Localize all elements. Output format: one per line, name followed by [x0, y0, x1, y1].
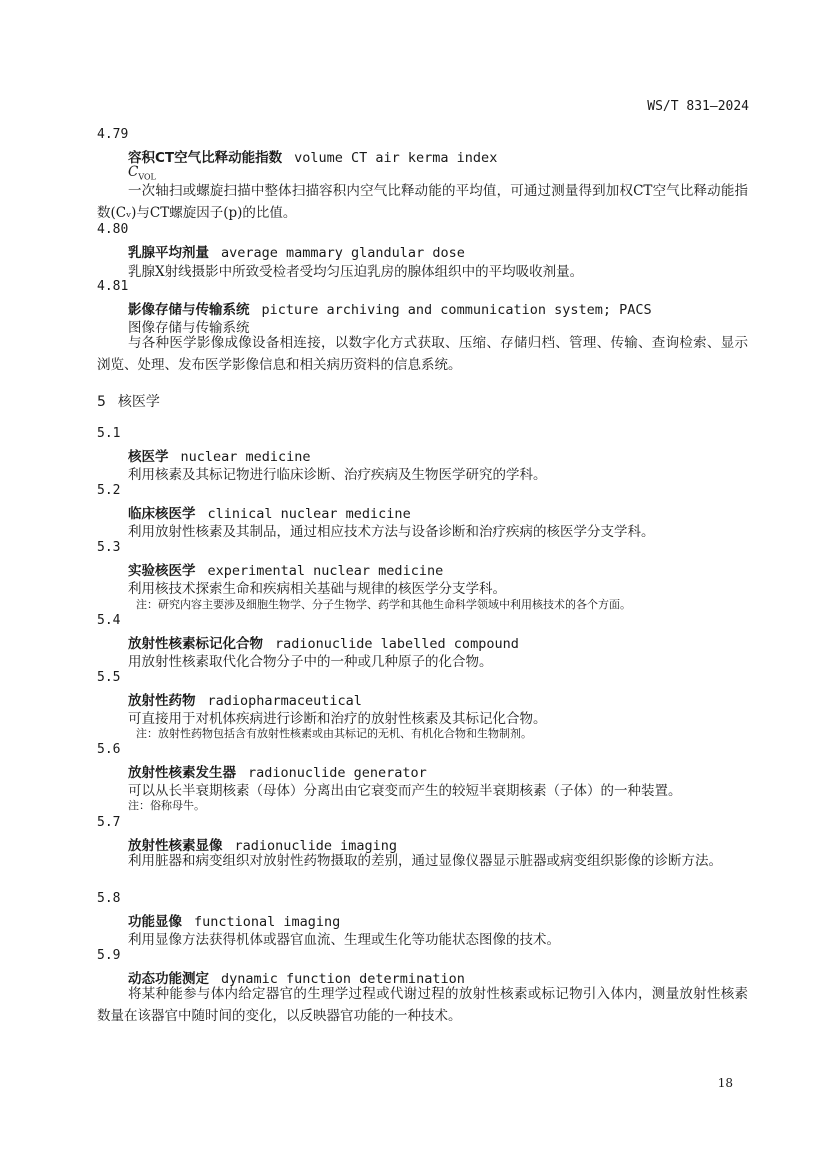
- section-number: 5: [97, 394, 106, 410]
- entry-number: 5.8: [97, 891, 121, 906]
- symbol-subscript: VOL: [138, 172, 156, 182]
- term-zh: 放射性核素显像: [128, 838, 223, 854]
- term-en: average mammary glandular dose: [221, 245, 465, 261]
- entry-definition: 利用核素及其标记物进行临床诊断、治疗疾病及生物医学研究的学科。: [128, 467, 547, 483]
- entry-note: 注：研究内容主要涉及细胞生物学、分子生物学、药学和其他生命科学领域中利用核技术的各个方面。: [136, 598, 631, 611]
- term-zh: 动态功能测定: [128, 971, 209, 987]
- entry-number: 5.7: [97, 815, 121, 830]
- entry-number: 5.5: [97, 670, 121, 685]
- entry-number: 4.81: [97, 279, 129, 294]
- page-number: 18: [717, 1076, 733, 1090]
- entry-number: 5.9: [97, 948, 121, 963]
- term-zh: 实验核医学: [128, 563, 196, 579]
- symbol-letter: C: [128, 164, 139, 180]
- term-zh: 放射性核素标记化合物: [128, 636, 263, 652]
- entry-alt-term: 图像存储与传输系统: [128, 320, 250, 336]
- entry-note: 注：放射性药物包括含有放射性核素或由其标记的无机、有机化合物和生物制剂。: [136, 727, 532, 740]
- document-code: WS/T 831—2024: [647, 99, 749, 114]
- entry-term: [128, 559, 443, 579]
- term-en: dynamic function determination: [221, 971, 465, 987]
- term-en: volume CT air kerma index: [294, 150, 498, 166]
- entry-definition: 乳腺X射线摄影中所致受检者受均匀压迫乳房的腺体组织中的平均吸收剂量。: [128, 264, 584, 280]
- entry-term: [128, 146, 497, 166]
- term-zh: 核医学: [128, 449, 169, 465]
- term-en: picture archiving and communication system; PACS: [261, 302, 652, 318]
- term-zh: 影像存储与传输系统: [128, 302, 250, 318]
- term-en: nuclear medicine: [180, 449, 311, 465]
- entry-term: [128, 689, 362, 709]
- entry-definition: 可直接用于对机体疾病进行诊断和治疗的放射性核素及其标记化合物。: [128, 711, 547, 727]
- term-zh: 乳腺平均剂量: [128, 245, 209, 261]
- entry-definition: 利用核技术探索生命和疾病相关基础与规律的核医学分支学科。: [128, 581, 506, 597]
- term-zh: 放射性药物: [128, 693, 196, 709]
- entry-definition: 可以从长半衰期核素（母体）分离出由它衰变而产生的较短半衰期核素（子体）的一种装置。: [128, 783, 682, 799]
- entry-number: 4.80: [97, 222, 129, 237]
- term-en: radionuclide imaging: [234, 838, 398, 854]
- entry-term: [128, 241, 465, 261]
- entry-term: [128, 761, 427, 781]
- entry-definition: 利用显像方法获得机体或器官血流、生理或生化等功能状态图像的技术。: [128, 932, 560, 948]
- entry-definition: 将某种能参与体内给定器官的生理学过程或代谢过程的放射性核素或标记物引入体内，测量放射性核素数量在该器官中随时间的变化，以反映器官功能的一种技术。: [97, 986, 748, 1024]
- entry-term: [128, 910, 340, 930]
- entry-definition: 用放射性核素取代化合物分子中的一种或几种原子的化合物。: [128, 654, 493, 670]
- entry-definition: 与各种医学影像成像设备相连接，以数字化方式获取、压缩、存储归档、管理、传输、查询检索、显示浏览、处理、发布医学影像信息和相关病历资料的信息系统。: [97, 335, 748, 373]
- entry-definition: 利用脏器和病变组织对放射性药物摄取的差别，通过显像仪器显示脏器或病变组织影像的诊断方法。: [128, 853, 722, 869]
- entry-term: [128, 632, 519, 652]
- entry-number: 5.3: [97, 540, 121, 555]
- entry-number: 5.4: [97, 613, 121, 628]
- entry-number: 5.6: [97, 742, 121, 757]
- term-en: radionuclide generator: [248, 765, 427, 781]
- term-zh: 临床核医学: [128, 506, 196, 522]
- term-en: radiopharmaceutical: [207, 693, 362, 709]
- section-heading: [97, 391, 160, 411]
- section-title: 核医学: [117, 394, 160, 410]
- entry-definition: 一次轴扫或螺旋扫描中整体扫描容积内空气比释动能的平均值，可通过测量得到加权CT空气比释动能指数(Cᵥ)与CT螺旋因子(p)的比值。: [97, 183, 748, 221]
- term-zh: 功能显像: [128, 914, 182, 930]
- entry-number: 4.79: [97, 127, 129, 142]
- term-en: clinical nuclear medicine: [207, 506, 411, 522]
- term-zh: 容积CT空气比释动能指数: [128, 150, 283, 166]
- term-en: radionuclide labelled compound: [275, 636, 519, 652]
- entry-definition: 利用放射性核素及其制品，通过相应技术方法与设备诊断和治疗疾病的核医学分支学科。: [128, 524, 655, 540]
- entry-term: [128, 298, 652, 318]
- term-en: experimental nuclear medicine: [207, 563, 444, 579]
- entry-number: 5.2: [97, 483, 121, 498]
- term-en: functional imaging: [194, 914, 341, 930]
- entry-note: 注：俗称母牛。: [128, 799, 205, 812]
- term-zh: 放射性核素发生器: [128, 765, 236, 781]
- entry-term: [128, 502, 411, 522]
- entry-number: 5.1: [97, 426, 121, 441]
- entry-term: [128, 445, 311, 465]
